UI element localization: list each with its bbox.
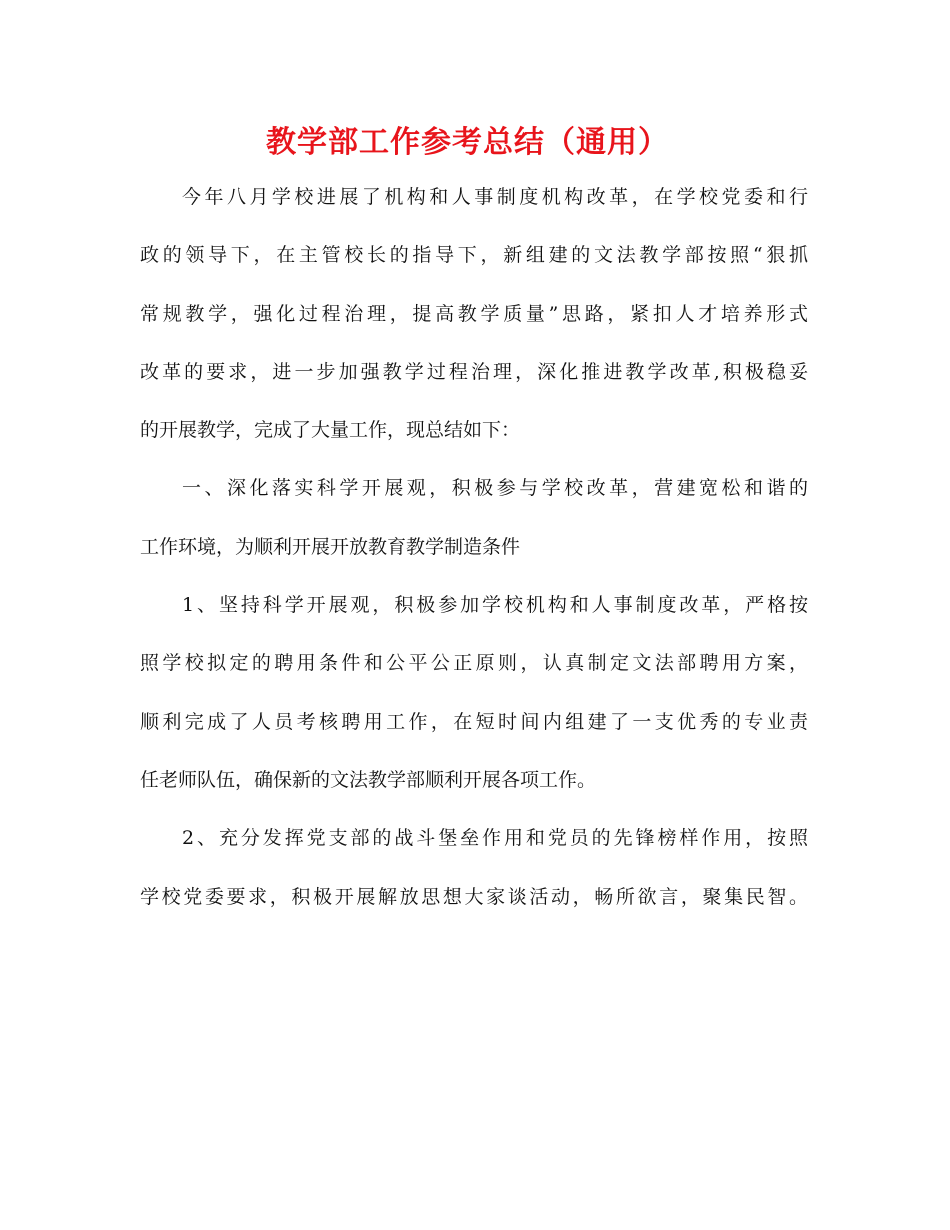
- paragraph-1-line-2: 政的领导下，在主管校长的指导下，新组建的文法教学部按照“狠抓: [140, 244, 808, 267]
- paragraph-1-line-1: 今年八月学校进展了机构和人事制度机构改革，在学校党委和行: [182, 186, 808, 208]
- item-1-line-1: 1、坚持科学开展观，积极参加学校机构和人事制度改革，严格按: [182, 594, 808, 617]
- item-1-line-3: 顺利完成了人员考核聘用工作，在短时间内组建了一支优秀的专业责: [140, 710, 808, 733]
- paragraph-1-line-3: 常规教学，强化过程治理，提高教学质量”思路，紧扣人才培养形式: [140, 302, 808, 325]
- item-1-line-4: 任老师队伍，确保新的文法教学部顺利开展各项工作。: [140, 768, 597, 791]
- document-title: 教学部工作参考总结（通用）: [266, 125, 669, 160]
- section-1-heading-line-2: 工作环境，为顺利开展开放教育教学制造条件: [140, 535, 521, 558]
- item-2-line-1: 2、充分发挥党支部的战斗堡垒作用和党员的先锋榜样作用，按照: [182, 827, 808, 850]
- section-1-heading-line-1: 一、深化落实科学开展观，积极参与学校改革，营建宽松和谐的: [182, 477, 808, 500]
- item-2-line-2: 学校党委要求，积极开展解放思想大家谈活动，畅所欲言，聚集民智。: [140, 885, 808, 908]
- paragraph-1-line-5: 的开展教学，完成了大量工作，现总结如下：: [140, 419, 521, 442]
- paragraph-1-line-4: 改革的要求，进一步加强教学过程治理，深化推进教学改革,积极稳妥: [140, 360, 808, 383]
- document-body: [140, 168, 808, 926]
- item-1-line-2: 照学校拟定的聘用条件和公平公正原则，认真制定文法部聘用方案，: [140, 652, 808, 675]
